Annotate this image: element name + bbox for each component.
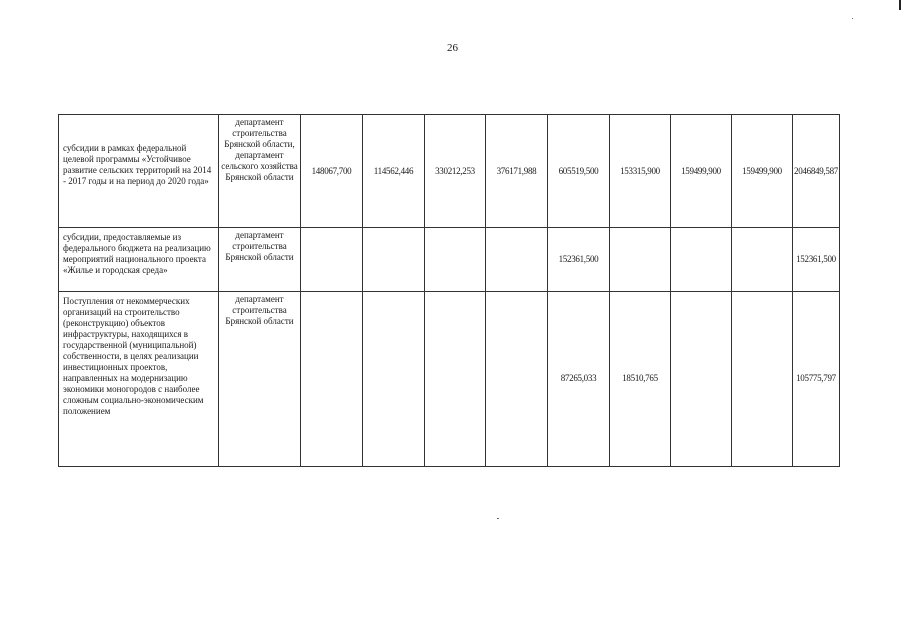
value-cell: 153315,900 [610, 115, 671, 228]
page-number: 26 [447, 42, 458, 54]
funding-table [58, 114, 840, 467]
table-row [59, 115, 840, 228]
value-cell: 159499,900 [671, 115, 732, 228]
value-cell [301, 228, 363, 292]
value-cell [425, 228, 486, 292]
total-cell: 2046849,587 [793, 115, 840, 228]
value-cell: 87265,033 [548, 292, 610, 467]
table-row [59, 228, 840, 292]
value-cell: 18510,765 [610, 292, 671, 467]
value-cell [732, 228, 793, 292]
value-cell [732, 292, 793, 467]
value-cell [671, 228, 732, 292]
total-cell: 152361,500 [793, 228, 840, 292]
value-cell: 605519,500 [548, 115, 610, 228]
value-cell [486, 228, 548, 292]
scan-speck [852, 18, 853, 19]
value-cell [363, 292, 425, 467]
value-cell: 152361,500 [548, 228, 610, 292]
scan-edge-mark [899, 0, 901, 10]
value-cell: 376171,988 [486, 115, 548, 228]
scan-speck [497, 518, 499, 519]
row-description: Поступления от некоммерческих организаций на строительство (реконструкцию) объектов инфраструктуры, находящихся в государственной (муниципальной) собственности, в целях реализации инвестиционных проектов, направленных на модернизацию экономики моногородов с наиболее сложным социально-экономическим положением [59, 292, 219, 467]
row-executor: департамент строительства Брянской области, департамент сельского хозяйства Брянской области [219, 115, 301, 228]
value-cell [425, 292, 486, 467]
value-cell: 148067,700 [301, 115, 363, 228]
row-executor: департамент строительства Брянской области [219, 292, 301, 467]
value-cell [671, 292, 732, 467]
value-cell: 114562,446 [363, 115, 425, 228]
total-cell: 105775,797 [793, 292, 840, 467]
table-row [59, 292, 840, 467]
value-cell [301, 292, 363, 467]
row-executor: департамент строительства Брянской области [219, 228, 301, 292]
value-cell: 159499,900 [732, 115, 793, 228]
row-description: субсидии в рамках федеральной целевой программы «Устойчивое развитие сельских территорий на 2014 - 2017 годы и на период до 2020 года» [59, 115, 219, 228]
value-cell [610, 228, 671, 292]
value-cell [363, 228, 425, 292]
row-description: субсидии, предоставляемые из федерального бюджета на реализацию мероприятий национального проекта «Жилье и городская среда» [59, 228, 219, 292]
value-cell: 330212,253 [425, 115, 486, 228]
value-cell [486, 292, 548, 467]
